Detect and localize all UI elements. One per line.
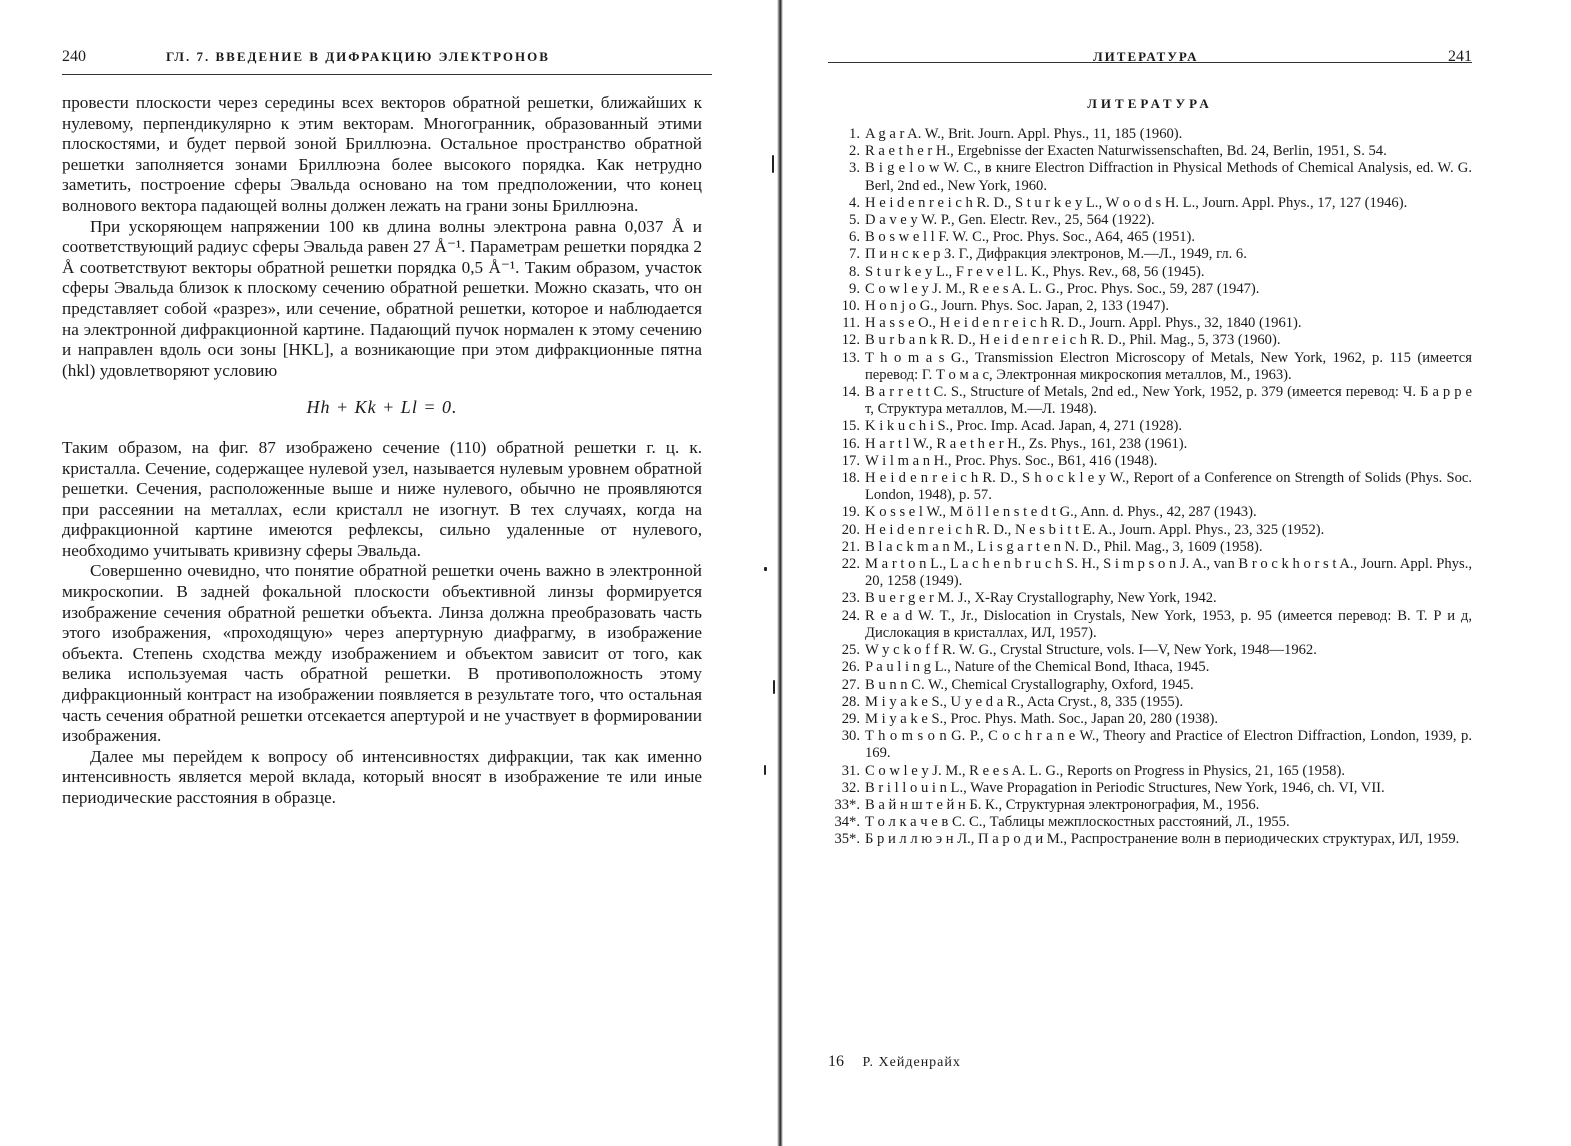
reference-item [828, 195, 1472, 212]
reference-text: P a u l i n g L., Nature of the Chemical Bond, Ithaca, 1945. [865, 659, 1210, 676]
reference-number: 6. [849, 229, 860, 246]
reference-item [828, 831, 1472, 848]
reference-text: В а й н ш т е й н Б. К., Структурная электронография, М., 1956. [865, 796, 1260, 813]
equation: Hh + Kk + Ll = 0. [306, 397, 458, 418]
reference-item [828, 126, 1472, 143]
reference-item [828, 539, 1472, 556]
left-page-number: 240 [62, 48, 86, 65]
reference-text: H o n j o G., Journ. Phys. Soc. Japan, 2, 133 (1947). [865, 298, 1170, 315]
reference-item [828, 350, 1472, 384]
reference-text: B l a c k m a n M., L i s g a r t e n N. D., Phil. Mag., 3, 1609 (1958). [865, 538, 1263, 555]
right-head-rule [828, 62, 1472, 63]
reference-text: B a r r e t t C. S., Structure of Metals, 2nd ed., New York, 1952, p. 379 (имеется перевод: Ч. Б а р р е т, Структура металлов, М.—Л. 1948). [865, 384, 1472, 418]
reference-text: S t u r k e y L., F r e v e l L. K., Phys. Rev., 68, 56 (1945). [865, 263, 1205, 280]
reference-text: M i y a k e S., U y e d a R., Acta Cryst., 8, 335 (1955). [865, 693, 1184, 710]
reference-item [828, 814, 1472, 831]
reference-text: R e a d W. T., Jr., Dislocation in Crystals, New York, 1953, p. 95 (имеется перевод: В. Т. Р и д, Дислокация в кристаллах, ИЛ, 1957). [865, 607, 1472, 641]
reference-text: B u e r g e r M. J., X-Ray Crystallography, New York, 1942. [865, 590, 1217, 607]
reference-number: 12. [841, 332, 860, 349]
reference-text: M a r t o n L., L a c h e n b r u c h S. H., S i m p s o n J. A., van B r o c k h o r s t A., Journ. Appl. Phys., 20, 1258 (1949). [865, 556, 1472, 590]
reference-number: 4. [849, 194, 860, 211]
reference-text: K o s s e l W., M ö l l e n s t e d t G., Ann. d. Phys., 42, 287 (1943). [865, 504, 1257, 521]
scan-speck [764, 567, 767, 571]
reference-item [828, 659, 1472, 676]
left-running-head [62, 47, 712, 67]
reference-item [828, 384, 1472, 418]
reference-item [828, 160, 1472, 194]
reference-number: 35*. [834, 831, 860, 848]
reference-text: T h o m a s G., Transmission Electron Microscopy of Metals, New York, 1962, p. 115 (имеется перевод: Г. Т о м а с, Электронная микроскопия металлов, М., 1963). [865, 349, 1472, 383]
bibliography-heading: ЛИТЕРАТУРА [1087, 96, 1213, 111]
printer-signature [828, 1053, 961, 1071]
reference-number: 30. [841, 728, 860, 745]
signature-number: 16 [828, 1053, 844, 1070]
reference-number: 32. [841, 779, 860, 796]
reference-text: B u r b a n k R. D., H e i d e n r e i c h R. D., Phil. Mag., 5, 373 (1960). [865, 332, 1281, 349]
reference-text: B u n n C. W., Chemical Crystallography, Oxford, 1945. [865, 676, 1194, 693]
reference-number: 28. [841, 693, 860, 710]
reference-number: 17. [841, 452, 860, 469]
reference-item [828, 315, 1472, 332]
reference-text: K i k u c h i S., Proc. Imp. Acad. Japan, 4, 271 (1928). [865, 418, 1182, 435]
reference-item [828, 143, 1472, 160]
reference-item [828, 694, 1472, 711]
right-running-head-title: ЛИТЕРАТУРА [1093, 49, 1199, 64]
reference-text: B i g e l o w W. C., в книге Electron Diffraction in Physical Methods of Chemical Analysis, ed. W. G. Berl, 2nd ed., New York, 1960. [865, 160, 1472, 194]
reference-number: 11. [842, 315, 860, 332]
reference-text: П и н с к е р З. Г., Дифракция электронов, М.—Л., 1949, гл. 6. [865, 246, 1247, 263]
reference-number: 25. [841, 642, 860, 659]
reference-text: W i l m a n H., Proc. Phys. Soc., B61, 416 (1948). [865, 452, 1158, 469]
reference-number: 19. [841, 504, 860, 521]
reference-item [828, 522, 1472, 539]
reference-number: 18. [841, 470, 860, 487]
scan-speck [764, 765, 766, 775]
reference-item [828, 590, 1472, 607]
reference-item [828, 281, 1472, 298]
reference-text: H a s s e O., H e i d e n r e i c h R. D., Journ. Appl. Phys., 32, 1840 (1961). [865, 315, 1302, 332]
left-body-text [62, 93, 702, 809]
reference-item [828, 642, 1472, 659]
reference-number: 14. [841, 384, 860, 401]
paragraph-4: Совершенно очевидно, что понятие обратной решетки очень важно в электронной микроскопии. В задней фокальной плоскости объективной линзы формируется изображение сечения обратной решетки объекта. Линза должна преобразовать часть этого изображения, «проходящую» через апертурную диафрагму, в изображение объекта. Степень сходства между изображением и объектом зависит от того, как велика используемая часть обратной решетки. В противоположность этому дифракционный контраст на изображении появляется в результате того, что остальная часть сечения обратной решетки отсекается апертурой и не участвует в формировании изображения. [62, 561, 702, 746]
paragraph-5: Далее мы перейдем к вопросу об интенсивностях дифракции, так как именно интенсивность является мерой вклада, который вносят в изображение те или иные периодические расстояния в образце. [62, 746, 702, 807]
scan-speck [773, 680, 775, 694]
signature-text: Р. Хейденрайх [862, 1055, 961, 1070]
paragraph-2: При ускоряющем напряжении 100 кв длина волны электрона равна 0,037 Å и соответствующий радиус сферы Эвальда равен 27 Å⁻¹. Параметрам решетки порядка 2 Å соответствуют векторы обратной решетки порядка 0,5 Å⁻¹. Таким образом, участок сферы Эвальда близок к плоскому сечению обратной решетки. Можно сказать, что он представляет собой «разрез», или сечение, обратной решетки, которое и наблюдается на электронной дифракционной картине. Падающий пучок нормален к этому сечению и направлен вдоль оси зоны [HKL], а возникающие при этом дифракционные пятна (hkl) удовлетворяют условию [62, 216, 702, 380]
reference-item [828, 229, 1472, 246]
reference-text: H a r t l W., R a e t h e r H., Zs. Phys., 161, 238 (1961). [865, 435, 1188, 452]
reference-number: 15. [841, 418, 860, 435]
paragraph-1: провести плоскости через середины всех векторов обратной решетки, ближайших к нулевому, перпендикулярно к этим векторам. Многогранник, образованный этими плоскостями, и будет первой зоной Бриллюэна. Остальное пространство обратной решетки заполняется зонами Бриллюэна более высокого порядка. Как нетрудно заметить, построение сферы Эвальда основано на том предположении, что конец волнового вектора падающей волны должен лежать на грани зоны Бриллюэна. [62, 93, 702, 215]
reference-item [828, 332, 1472, 349]
reference-number: 33*. [834, 796, 860, 813]
scan-speck [772, 155, 774, 173]
reference-number: 34*. [834, 814, 860, 831]
reference-number: 9. [849, 280, 860, 297]
reference-item [828, 453, 1472, 470]
reference-text: T h o m s o n G. P., C o c h r a n e W., Theory and Practice of Electron Diffraction, London, 1939, p. 169. [865, 728, 1472, 762]
reference-text: C o w l e y J. M., R e e s A. L. G., Proc. Phys. Soc., 59, 287 (1947). [865, 280, 1260, 297]
reference-number: 21. [841, 538, 860, 555]
reference-item [828, 780, 1472, 797]
reference-item [828, 763, 1472, 780]
reference-number: 8. [849, 263, 860, 280]
reference-text: A g a r A. W., Brit. Journ. Appl. Phys., 11, 185 (1960). [865, 126, 1183, 142]
reference-number: 22. [841, 556, 860, 573]
right-page-number: 241 [1448, 48, 1472, 65]
left-head-rule [62, 74, 712, 75]
reference-number: 26. [841, 659, 860, 676]
reference-number: 20. [841, 521, 860, 538]
reference-item [828, 728, 1472, 762]
reference-number: 7. [849, 246, 860, 263]
reference-text: W y c k o f f R. W. G., Crystal Structure, vols. I—V, New York, 1948—1962. [865, 642, 1317, 659]
reference-item [828, 212, 1472, 229]
reference-text: Б р и л л ю э н Л., П а р о д и М., Распространение волн в периодических структурах, ИЛ, 1959. [865, 831, 1460, 848]
reference-item [828, 436, 1472, 453]
reference-number: 29. [841, 710, 860, 727]
reference-item [828, 677, 1472, 694]
left-running-head-title: ГЛ. 7. ВВЕДЕНИЕ В ДИФРАКЦИЮ ЭЛЕКТРОНОВ [166, 49, 550, 64]
reference-number: 10. [841, 298, 860, 315]
reference-text: B r i l l o u i n L., Wave Propagation in Periodic Structures, New York, 1946, ch. VI, VII. [865, 779, 1385, 796]
reference-item [828, 608, 1472, 642]
reference-number: 5. [849, 212, 860, 229]
reference-number: 1. [849, 126, 860, 142]
reference-text: C o w l e y J. M., R e e s A. L. G., Reports on Progress in Physics, 21, 165 (1958). [865, 762, 1345, 779]
reference-number: 24. [841, 607, 860, 624]
reference-item [828, 470, 1472, 504]
reference-item [828, 246, 1472, 263]
reference-text: H e i d e n r e i c h R. D., S t u r k e y L., W o o d s H. L., Journ. Appl. Phys., 17, 127 (1946). [865, 194, 1408, 211]
reference-text: M i y a k e S., Proc. Phys. Math. Soc., Japan 20, 280 (1938). [865, 710, 1219, 727]
reference-item [828, 418, 1472, 435]
left-page [0, 0, 770, 1146]
reference-item [828, 298, 1472, 315]
reference-text: Т о л к а ч е в С. С., Таблицы межплоскостных расстояний, Л., 1955. [865, 814, 1290, 831]
reference-item [828, 797, 1472, 814]
reference-item [828, 711, 1472, 728]
reference-number: 3. [849, 160, 860, 177]
right-running-head [828, 47, 1472, 67]
reference-text: D a v e y W. P., Gen. Electr. Rev., 25, 564 (1922). [865, 212, 1155, 229]
reference-item [828, 556, 1472, 590]
reference-number: 23. [841, 590, 860, 607]
bibliography-list [828, 126, 1472, 849]
reference-number: 27. [841, 676, 860, 693]
paragraph-3: Таким образом, на фиг. 87 изображено сечение (110) обратной решетки г. ц. к. кристалла. Сечение, содержащее нулевой узел, называется нулевым уровнем обратной решетки. Сечения, расположенные выше и ниже нулевого, обычно не проявляются при рассеянии на металлах, если кристалл не изогнут. В тех случаях, когда на дифракционной картине имеются рефлексы, сильно удаленные от нулевого, необходимо учитывать кривизну сферы Эвальда. [62, 437, 702, 560]
reference-text: H e i d e n r e i c h R. D., S h o c k l e y W., Report of a Conference on Strength of Solids (Phys. Soc. London, 1948), p. 57. [865, 470, 1472, 504]
reference-item [828, 264, 1472, 281]
reference-text: R a e t h e r H., Ergebnisse der Exacten Naturwissenschaften, Bd. 24, Berlin, 1951, S. 54. [865, 143, 1387, 160]
reference-text: B o s w e l l F. W. C., Proc. Phys. Soc., A64, 465 (1951). [865, 229, 1196, 246]
reference-text: H e i d e n r e i c h R. D., N e s b i t t E. A., Journ. Appl. Phys., 23, 325 (1952). [865, 521, 1325, 538]
reference-number: 16. [841, 435, 860, 452]
reference-item [828, 504, 1472, 521]
reference-number: 2. [849, 143, 860, 160]
reference-number: 13. [841, 349, 860, 366]
reference-number: 31. [841, 762, 860, 779]
right-page [790, 0, 1571, 1146]
